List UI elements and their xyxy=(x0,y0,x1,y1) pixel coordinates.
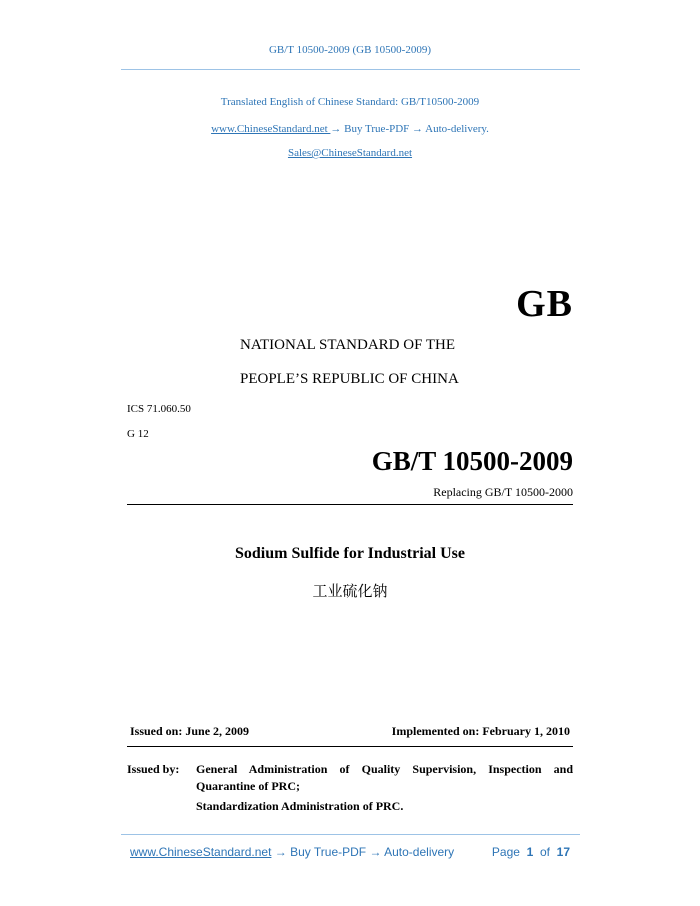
footer-buy-text: Buy True-PDF xyxy=(286,845,370,859)
footer-auto-text: Auto-delivery xyxy=(381,845,455,859)
dates-divider xyxy=(127,746,573,747)
issued-by-label: Issued by: xyxy=(127,762,180,776)
national-standard-line2: PEOPLE’S REPUBLIC OF CHINA xyxy=(240,371,459,387)
gb-mark: GB xyxy=(516,283,573,325)
footer-divider xyxy=(121,834,580,835)
issued-on-date: Issued on: June 2, 2009 xyxy=(130,724,250,738)
footer-site-link[interactable]: www.ChineseStandard.net xyxy=(130,845,272,859)
issued-by-line3: Standardization Administration of PRC. xyxy=(196,799,404,813)
footer-links xyxy=(130,845,454,859)
arrow-icon: → xyxy=(412,123,424,135)
page-total: 17 xyxy=(556,845,570,859)
auto-delivery-text: Auto-delivery. xyxy=(423,123,489,135)
arrow-icon: → xyxy=(369,845,382,859)
page-indicator xyxy=(492,845,570,859)
page-of: of xyxy=(539,845,550,859)
translation-notice: Translated English of Chinese Standard: GB/T10500-2009 xyxy=(220,96,480,108)
document-title-english: Sodium Sulfide for Industrial Use xyxy=(235,545,465,562)
running-header: GB/T 10500-2009 (GB 10500-2009) xyxy=(268,44,432,56)
issued-by-line2: Quarantine of PRC; xyxy=(196,779,300,793)
classification-code: G 12 xyxy=(127,428,149,440)
site-link[interactable]: www.ChineseStandard.net xyxy=(211,123,331,135)
document-title-chinese: 工业硫化钠 xyxy=(312,582,388,600)
national-standard-line1: NATIONAL STANDARD OF THE xyxy=(240,337,456,353)
page-current: 1 xyxy=(526,845,534,859)
issued-by-line1: General Administration of Quality Supervision, Inspection and xyxy=(196,762,573,776)
title-divider xyxy=(127,504,573,505)
buy-text: Buy True-PDF xyxy=(341,123,413,135)
sales-contact xyxy=(0,147,700,159)
arrow-icon: → xyxy=(274,845,287,859)
implemented-on-date: Implemented on: February 1, 2010 xyxy=(391,724,570,738)
standard-number: GB/T 10500-2009 xyxy=(371,446,573,476)
replacing-note: Replacing GB/T 10500-2000 xyxy=(433,485,573,499)
sales-email-link[interactable]: Sales@ChineseStandard.net xyxy=(287,147,413,159)
purchase-links xyxy=(0,123,700,135)
arrow-icon: → xyxy=(330,123,342,135)
header-divider xyxy=(121,69,580,70)
page-label: Page xyxy=(491,845,520,859)
ics-code: ICS 71.060.50 xyxy=(127,403,191,415)
